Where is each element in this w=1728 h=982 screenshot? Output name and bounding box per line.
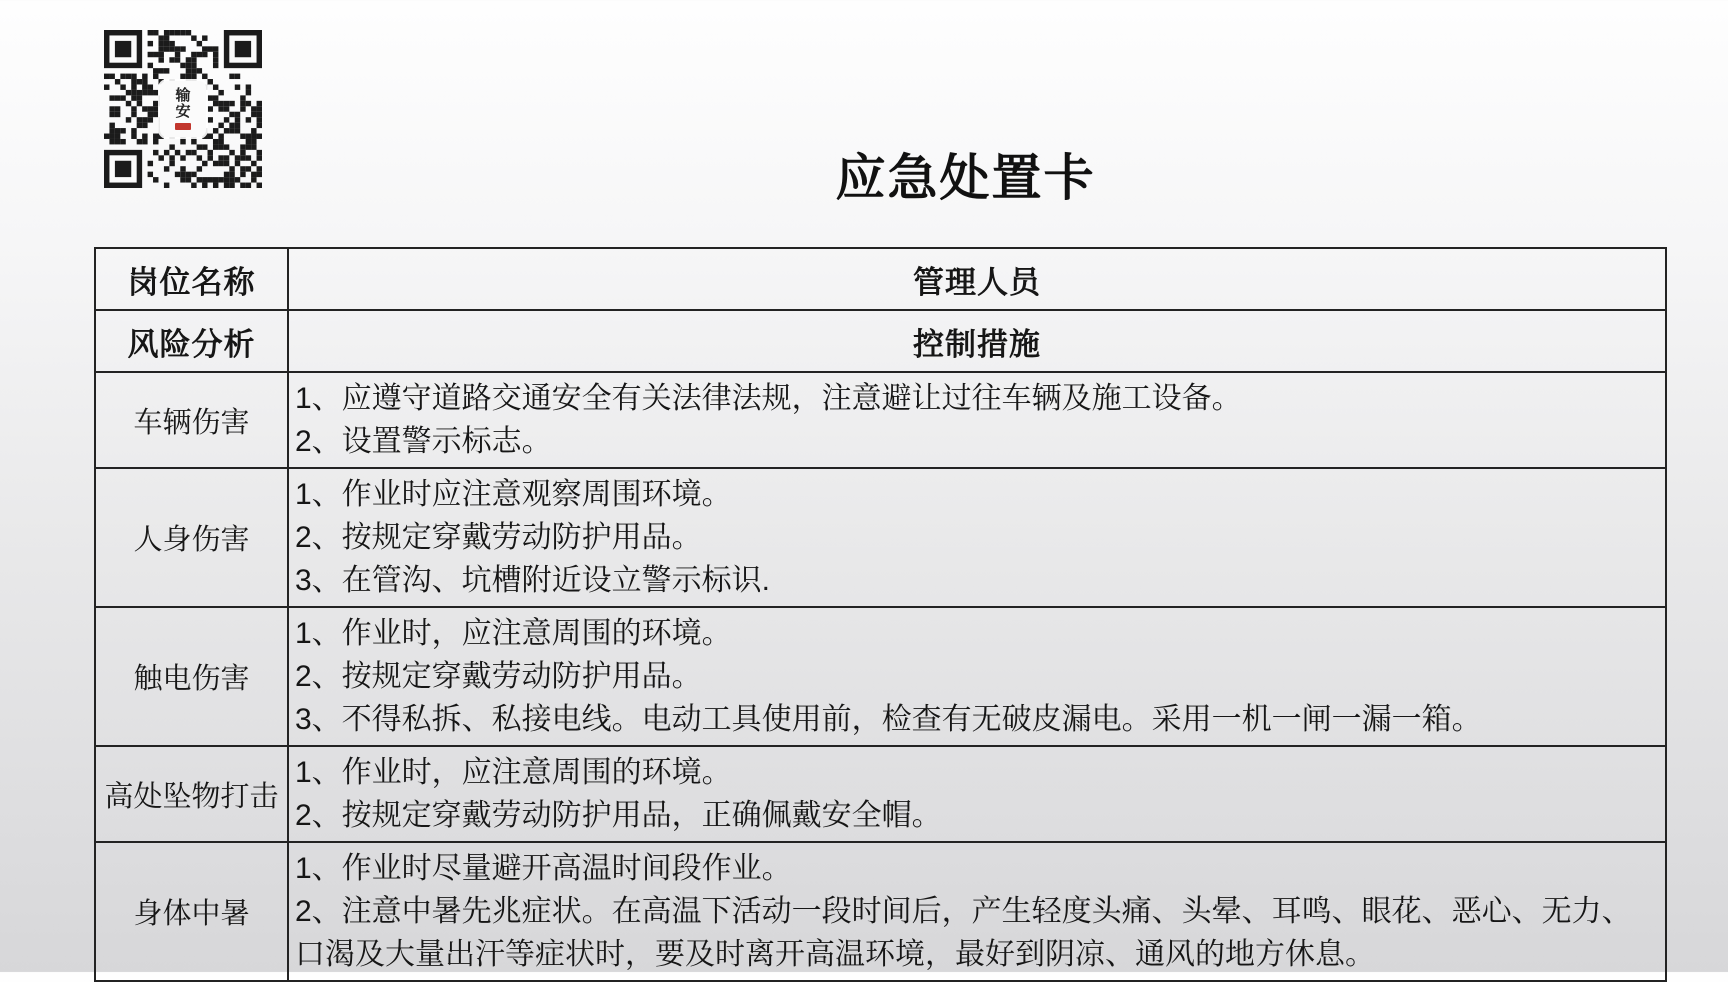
table-header-row — [95, 310, 1666, 372]
measure-line: 1、作业时应注意观察周围环境。 — [295, 478, 732, 511]
table-risk-row — [95, 842, 1666, 981]
measures-cell — [288, 468, 1666, 607]
risk-name-cell: 触电伤害 — [95, 607, 288, 746]
qr-red-seal-icon — [175, 123, 191, 130]
qr-label-top: 输 — [175, 87, 191, 105]
qr-center-badge — [160, 81, 206, 137]
header-label-cell: 岗位名称 — [95, 248, 288, 310]
measure-line: 3、不得私拆、私接电线。电动工具使用前，检查有无破皮漏电。采用一机一闸一漏一箱。 — [295, 703, 1482, 736]
risk-name-cell: 身体中暑 — [95, 842, 288, 981]
measures-cell — [288, 746, 1666, 842]
measures-cell — [288, 372, 1666, 468]
measure-line: 1、应遵守道路交通安全有关法律法规，注意避让过往车辆及施工设备。 — [295, 382, 1242, 415]
measure-line: 2、按规定穿戴劳动防护用品。 — [295, 521, 702, 554]
table-risk-row — [95, 372, 1666, 468]
measures-cell — [288, 607, 1666, 746]
emergency-card-table — [94, 247, 1667, 982]
measure-line: 2、设置警示标志。 — [295, 425, 552, 458]
table-risk-row — [95, 468, 1666, 607]
table-risk-row — [95, 607, 1666, 746]
table-risk-row — [95, 746, 1666, 842]
table-body — [95, 248, 1666, 981]
risk-name-cell: 车辆伤害 — [95, 372, 288, 468]
header-value-cell: 管理人员 — [288, 248, 1666, 310]
measure-line: 2、按规定穿戴劳动防护用品。 — [295, 660, 702, 693]
measure-line: 3、在管沟、坑槽附近设立警示标识. — [295, 564, 771, 597]
measure-line: 2、注意中暑先兆症状。在高温下活动一段时间后，产生轻度头痛、头晕、耳鸣、眼花、恶心、无力、口渴及大量出汗等症状时，要及时离开高温环境，最好到阴凉、通风的地方休息。 — [295, 895, 1632, 971]
risk-name-cell: 高处坠物打击 — [95, 746, 288, 842]
measures-cell — [288, 842, 1666, 981]
qr-label-bottom: 安 — [175, 103, 191, 120]
measure-line: 1、作业时，应注意周围的环境。 — [295, 756, 732, 789]
measure-line: 1、作业时，应注意周围的环境。 — [295, 617, 732, 650]
header-value-cell: 控制措施 — [288, 310, 1666, 372]
measure-line: 1、作业时尽量避开高温时间段作业。 — [295, 852, 792, 885]
table-header-row — [95, 248, 1666, 310]
header-label-cell: 风险分析 — [95, 310, 288, 372]
page-title: 应急处置卡 — [835, 150, 1096, 206]
risk-name-cell: 人身伤害 — [95, 468, 288, 607]
measure-line: 2、按规定穿戴劳动防护用品，正确佩戴安全帽。 — [295, 799, 942, 832]
